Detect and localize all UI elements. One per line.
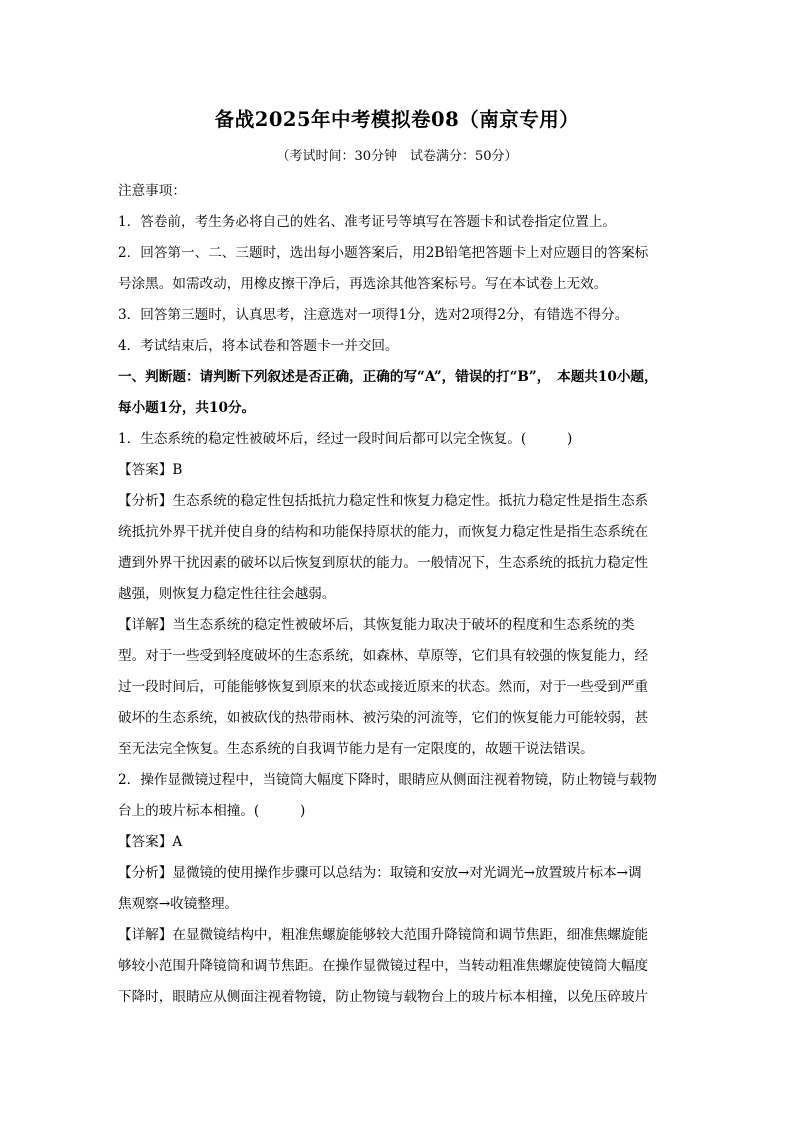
text-line: 型。对于一些受到轻度破坏的生态系统，如森林、草原等，它们具有较强的恢复能力，经 xyxy=(118,648,649,664)
text-line: 【分析】生态系统的稳定性包括抵抗力稳定性和恢复力稳定性。抵抗力稳定性是指生态系 xyxy=(118,493,649,509)
text-line: 【详解】当生态系统的稳定性被破坏后，其恢复能力取决于破坏的程度和生态系统的类 xyxy=(118,617,635,633)
document-body xyxy=(118,176,678,1013)
text-line: 至无法完全恢复。生态系统的自我调节能力是有一定限度的，故题干说法错误。 xyxy=(118,741,594,757)
text-line: 【答案】B xyxy=(118,462,183,478)
text-line: 一、判断题：请判断下列叙述是否正确，正确的写“A”，错误的打“B”， 本题共10小题， xyxy=(118,369,658,385)
text-line: 1．答卷前，考生务必将自己的姓名、准考证号等填写在答题卡和试卷指定位置上。 xyxy=(118,214,617,230)
text-line: 破坏的生态系统，如被砍伐的热带雨林、被污染的河流等，它们的恢复能力可能较弱，甚 xyxy=(118,710,649,726)
text-line: 【答案】A xyxy=(118,834,183,850)
page-title: 备战2025年中考模拟卷08（南京专用） xyxy=(214,108,580,131)
text-line: 遭到外界干扰因素的破坏以后恢复到原状的能力。一般情况下，生态系统的抵抗力稳定性 xyxy=(118,555,649,571)
text-line: 下降时，眼睛应从侧面注视着物镜，防止物镜与载物台上的玻片标本相撞，以免压碎玻片 xyxy=(118,989,649,1005)
text-line: 统抵抗外界干扰并使自身的结构和功能保持原状的能力，而恢复力稳定性是指生态系统在 xyxy=(118,524,649,540)
text-line: 1．生态系统的稳定性被破坏后，经过一段时间后都可以完全恢复。( ) xyxy=(118,431,573,447)
text-line: 2．回答第一、二、三题时，选出每小题答案后，用2B铅笔把答题卡上对应题目的答案标 xyxy=(118,245,649,261)
exam-info: （考试时间：30分钟 试卷满分：50分） xyxy=(276,149,518,164)
text-line: 注意事项： xyxy=(118,183,186,199)
text-line: 【分析】显微镜的使用操作步骤可以总结为：取镜和安放→对光调光→放置玻片标本→调 xyxy=(118,865,642,881)
text-line: 焦观察→收镜整理。 xyxy=(118,896,239,912)
text-line: 够较小范围升降镜筒和调节焦距。在操作显微镜过程中，当转动粗准焦螺旋使镜筒大幅度 xyxy=(118,958,649,974)
text-line: 4．考试结束后，将本试卷和答题卡一并交回。 xyxy=(118,338,399,354)
text-line: 【详解】在显微镜结构中，粗准焦螺旋能够较大范围升降镜筒和调节焦距，细准焦螺旋能 xyxy=(118,927,649,943)
text-line: 每小题1分，共10分。 xyxy=(118,400,256,416)
text-line: 2．操作显微镜过程中，当镜筒大幅度下降时，眼睛应从侧面注视着物镜，防止物镜与载物 xyxy=(118,772,657,788)
text-line: 号涂黑。如需改动，用橡皮擦干净后，再选涂其他答案标号。写在本试卷上无效。 xyxy=(118,276,608,292)
text-line: 台上的玻片标本相撞。( ) xyxy=(118,803,306,819)
text-line: 过一段时间后，可能能够恢复到原来的状态或接近原来的状态。然而，对于一些受到严重 xyxy=(118,679,649,695)
text-line: 3．回答第三题时，认真思考，注意选对一项得1分，选对2项得2分，有错选不得分。 xyxy=(118,307,629,323)
text-line: 越强，则恢复力稳定性往往会越弱。 xyxy=(118,586,336,602)
